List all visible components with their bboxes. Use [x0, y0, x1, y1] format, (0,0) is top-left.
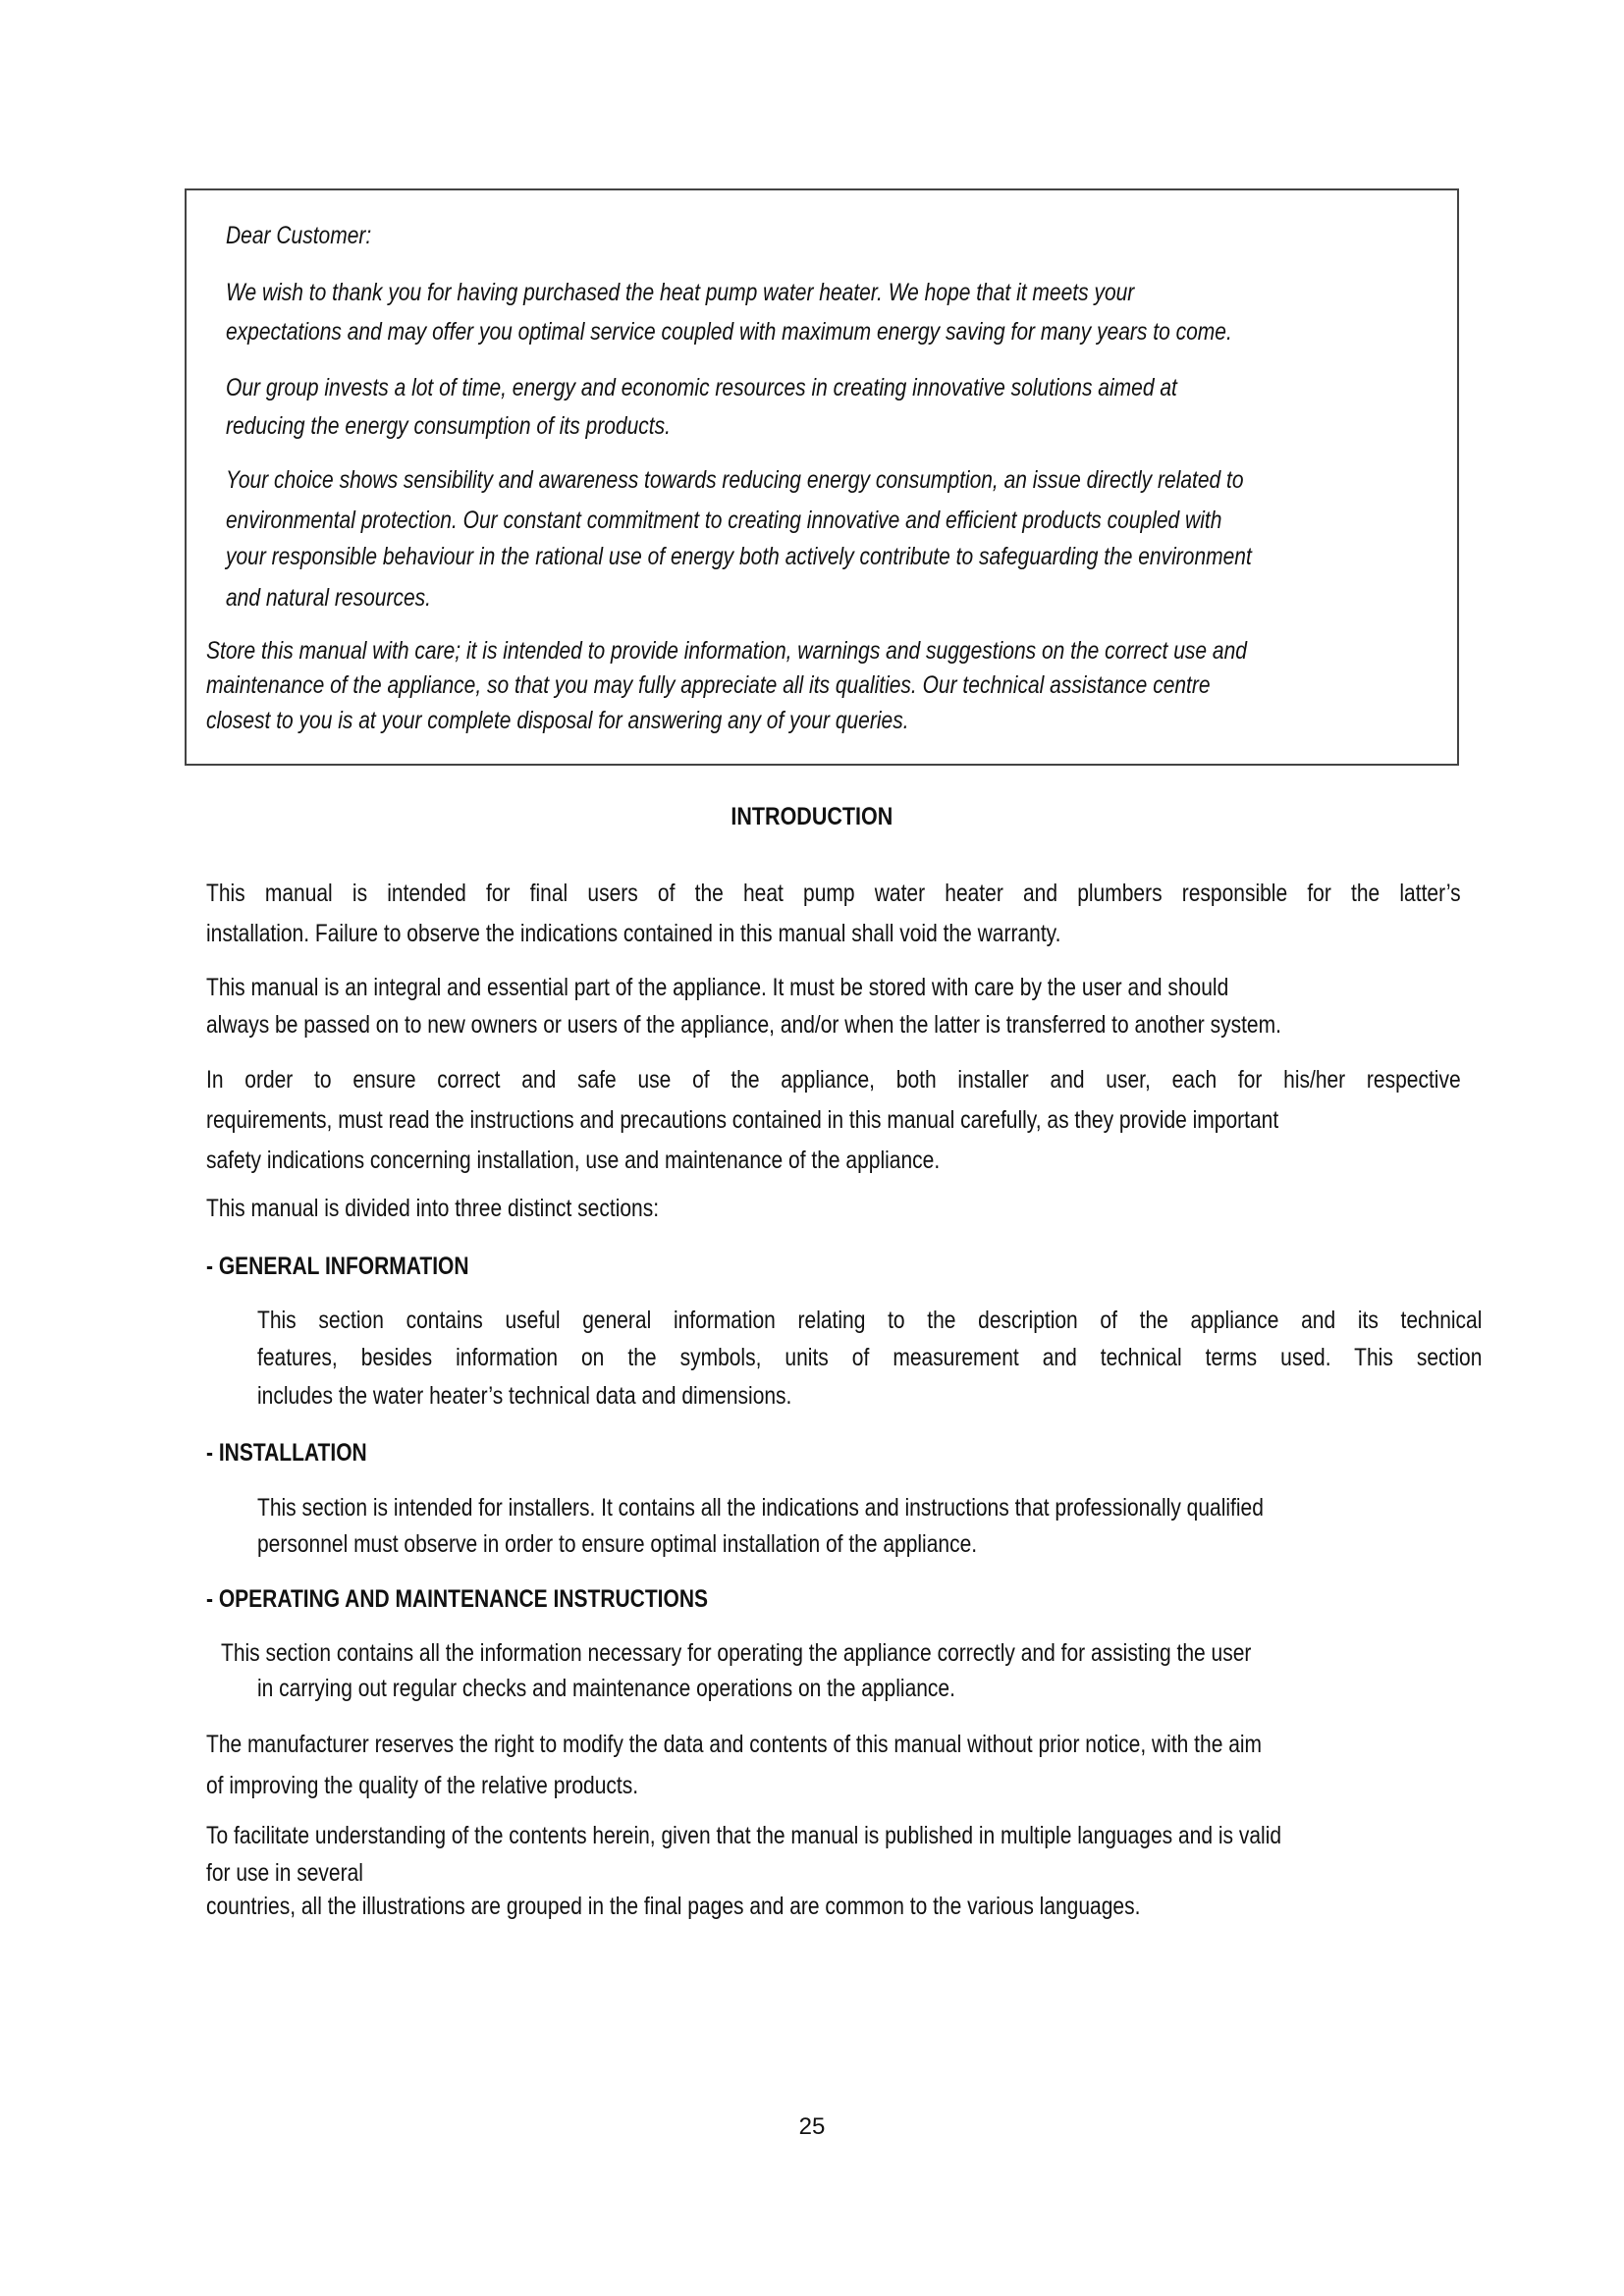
letter-line: We wish to thank you for having purchased the heat pump water heater. We hope that it meets your	[226, 279, 1135, 306]
letter-line: expectations and may offer you optimal service coupled with maximum energy saving for many years to come.	[226, 318, 1232, 346]
body-line: This manual is intended for final users of the heat pump water heater and plumbers responsible for the latter’s	[206, 880, 1461, 907]
body-line: This section is intended for installers. It contains all the indications and instructions that professionally qualified	[257, 1494, 1264, 1522]
body-line: in carrying out regular checks and maintenance operations on the appliance.	[257, 1675, 955, 1702]
salutation: Dear Customer:	[226, 222, 372, 249]
body-line: This section contains all the information necessary for operating the appliance correctly and for assisting the user	[221, 1639, 1252, 1667]
section-heading-general-information: - GENERAL INFORMATION	[206, 1253, 469, 1280]
letter-line: maintenance of the appliance, so that you may fully appreciate all its qualities. Our technical assistance centre	[206, 671, 1211, 699]
introduction-heading	[0, 803, 1624, 831]
body-line: This manual is divided into three distinct sections:	[206, 1195, 660, 1222]
body-line: always be passed on to new owners or users of the appliance, and/or when the latter is transferred to another system.	[206, 1011, 1281, 1039]
letter-line: your responsible behaviour in the rational use of energy both actively contribute to safeguarding the environment	[226, 543, 1252, 570]
body-line: installation. Failure to observe the indications contained in this manual shall void the warranty.	[206, 920, 1061, 947]
body-line: The manufacturer reserves the right to modify the data and contents of this manual without prior notice, with the aim	[206, 1731, 1263, 1758]
body-line: personnel must observe in order to ensure optimal installation of the appliance.	[257, 1530, 978, 1558]
section-heading-installation: - INSTALLATION	[206, 1439, 367, 1467]
body-line: To facilitate understanding of the contents herein, given that the manual is published in multiple languages and is valid	[206, 1822, 1282, 1849]
letter-line: closest to you is at your complete disposal for answering any of your queries.	[206, 707, 909, 734]
letter-line: and natural resources.	[226, 584, 431, 612]
letter-line: reducing the energy consumption of its products.	[226, 412, 671, 440]
body-line: requirements, must read the instructions and precautions contained in this manual carefully, as they provide important	[206, 1106, 1279, 1134]
section-heading-operating-maintenance: - OPERATING AND MAINTENANCE INSTRUCTIONS	[206, 1585, 708, 1613]
page-number: 25	[798, 2113, 826, 2140]
body-line: features, besides information on the symbols, units of measurement and technical terms used. This section	[257, 1344, 1483, 1371]
letter-line: Our group invests a lot of time, energy and economic resources in creating innovative solutions aimed at	[226, 374, 1177, 401]
body-line: safety indications concerning installation, use and maintenance of the appliance.	[206, 1147, 941, 1174]
body-line: countries, all the illustrations are grouped in the final pages and are common to the various languages.	[206, 1893, 1141, 1920]
body-line: This manual is an integral and essential part of the appliance. It must be stored with care by the user and should	[206, 974, 1229, 1001]
introduction-title: INTRODUCTION	[731, 803, 893, 830]
body-line: for use in several	[206, 1859, 363, 1887]
letter-line: Your choice shows sensibility and awareness towards reducing energy consumption, an issue directly related to	[226, 466, 1244, 494]
body-line: In order to ensure correct and safe use of the appliance, both installer and user, each for his/her respective	[206, 1066, 1461, 1094]
body-line: includes the water heater’s technical data and dimensions.	[257, 1382, 792, 1410]
body-line: of improving the quality of the relative products.	[206, 1772, 639, 1799]
body-line: This section contains useful general information relating to the description of the appliance and its technical	[257, 1307, 1483, 1334]
letter-line: environmental protection. Our constant commitment to creating innovative and efficient products coupled with	[226, 507, 1222, 534]
letter-line: Store this manual with care; it is intended to provide information, warnings and suggestions on the correct use and	[206, 637, 1247, 665]
